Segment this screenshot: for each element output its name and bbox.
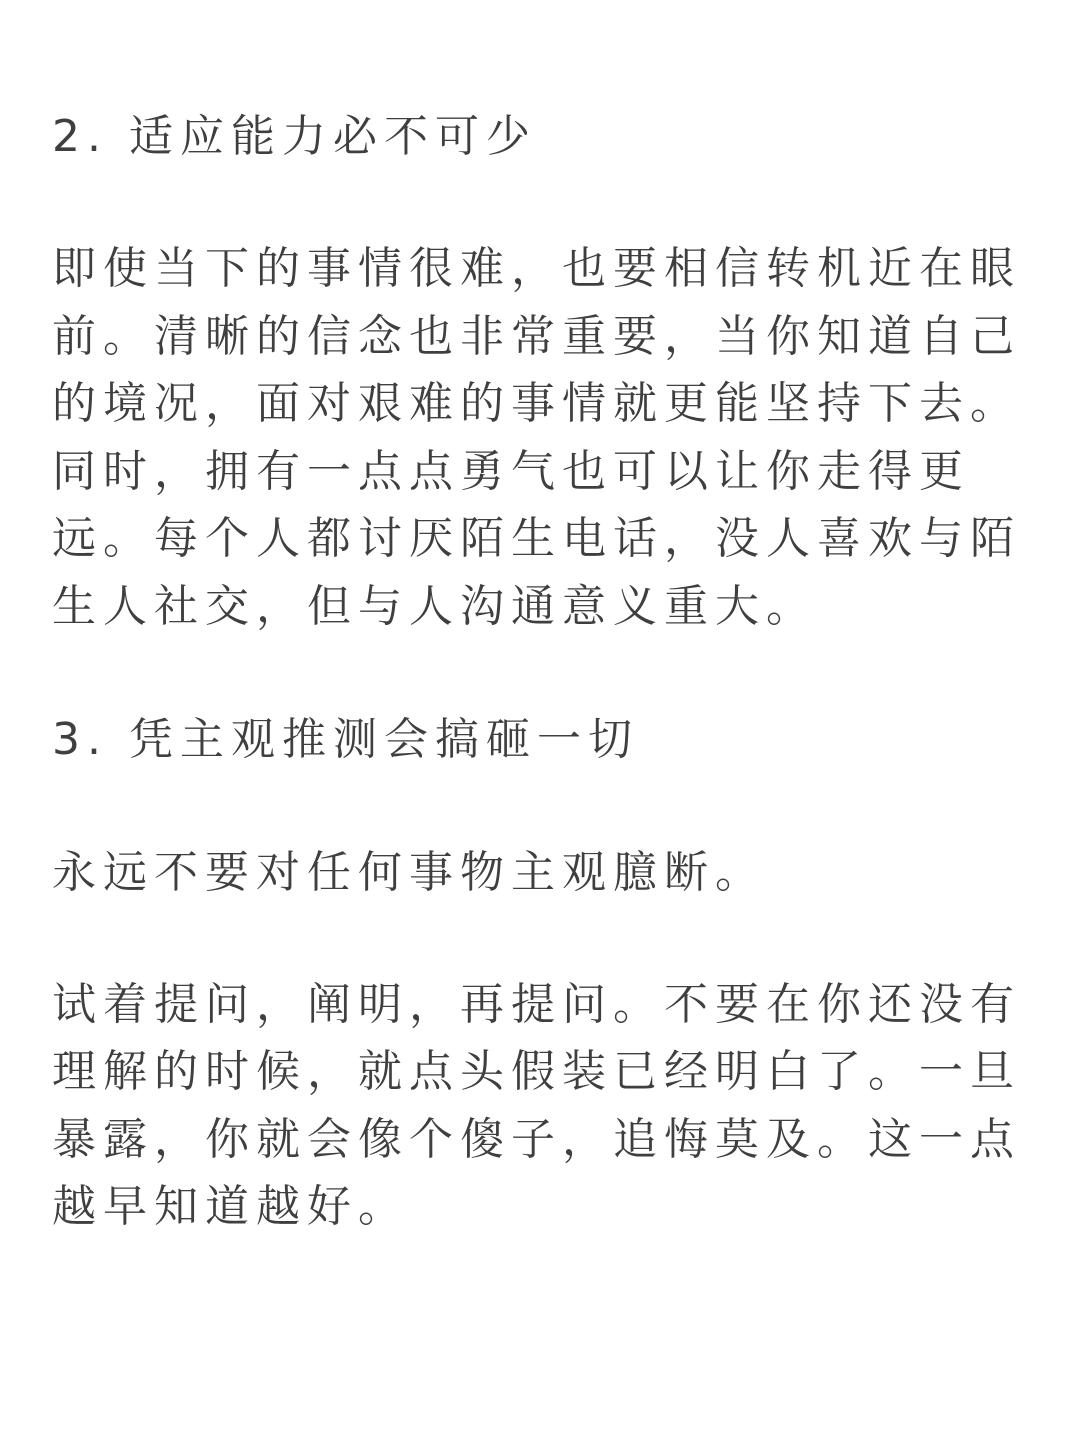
paragraph-line: 暴露，你就会像个傻子，追悔莫及。这一点 [52,1114,1021,1165]
paragraph-line: 前。清晰的信念也非常重要，当你知道自己 [52,311,1021,362]
paragraph-line: 远。每个人都讨厌陌生电话，没人喜欢与陌 [52,513,1021,564]
paragraph-line: 永远不要对任何事物主观臆断。 [52,847,766,898]
paragraph-line: 的境况，面对艰难的事情就更能坚持下去。 [52,378,1021,429]
paragraph-line: 试着提问，阐明，再提问。不要在你还没有 [52,979,1021,1030]
paragraph-line: 生人社交，但与人沟通意义重大。 [52,581,817,632]
paragraph-line: 即使当下的事情很难，也要相信转机近在眼 [52,243,1021,294]
paragraph-line: 越早知道越好。 [52,1181,409,1232]
section-heading-adaptability: 2. 适应能力必不可少 [52,111,537,162]
paragraph-line: 同时，拥有一点点勇气也可以让你走得更 [52,446,970,497]
section-heading-assumptions: 3. 凭主观推测会搞砸一切 [52,714,639,765]
paragraph-line: 理解的时候，就点头假装已经明白了。一旦 [52,1046,1021,1097]
